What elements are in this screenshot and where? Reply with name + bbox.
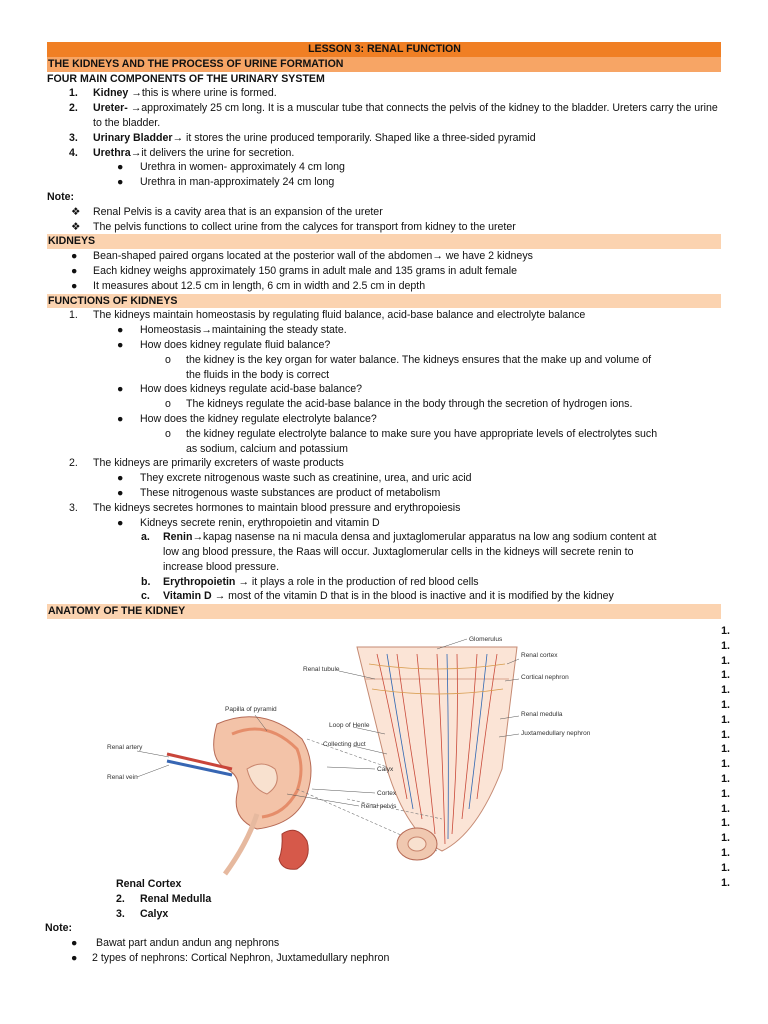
small-kidney-shape [279, 830, 308, 869]
fig-label-renal-cortex: Renal cortex [521, 652, 558, 660]
functions-heading: FUNCTIONS OF KIDNEYS [47, 294, 721, 309]
list-item-continued: the fluids in the body is correct [186, 368, 330, 381]
list-item: ● How does kidneys regulate acid-base balance? [117, 383, 363, 396]
bullet-dot-icon: ● [71, 952, 78, 965]
list-item: 3. The kidneys secretes hormones to maintain blood pressure and erythropoiesis [69, 501, 461, 514]
list-item: ● Homeostasis→maintaining the steady state. [117, 324, 347, 337]
circle-bullet-icon: o [165, 427, 171, 440]
kidneys-heading: KIDNEYS [47, 234, 721, 249]
fig-label-loop-of-henle: Loop of Henle [329, 722, 370, 730]
list-item: a. Renin→kapag nasense na ni macula densa and juxtaglomerular apparatus na low ang sodium content at [141, 531, 657, 544]
list-item: ❖ The pelvis functions to collect urine from the calyces for transport from kidney to the ureter [71, 220, 516, 233]
component-item: 4. Urethra→it delivers the urine for secretion. [69, 146, 295, 159]
bullet-dot-icon: ● [117, 516, 124, 529]
list-item: ● Kidneys secrete renin, erythropoietin and vitamin D [117, 516, 380, 529]
list-item: ● Each kidney weighs approximately 150 grams in adult male and 135 grams in adult female [71, 264, 517, 277]
bullet-dot-icon: ● [117, 338, 124, 351]
fig-label-renal-vein: Renal vein [107, 774, 138, 782]
list-item: 3. Calyx [116, 907, 169, 920]
circle-bullet-icon: o [165, 398, 171, 411]
fig-label-renal-pelvis: Renal pelvis [361, 803, 397, 811]
component-item: 3. Urinary Bladder→ it stores the urine produced temporarily. Shaped like a three-sided pyramid [69, 131, 536, 144]
list-item: ● Bean-shaped paired organs located at the posterior wall of the abdomen→ we have 2 kidneys [71, 250, 533, 263]
cortex-wedge-shape [357, 647, 517, 851]
list-item: o The kidneys regulate the acid-base balance in the body through the secretion of hydrogen ions. [165, 398, 633, 411]
list-item: ● They excrete nitrogenous waste such as creatinine, urea, and uric acid [117, 472, 472, 485]
section-title: THE KIDNEYS AND THE PROCESS OF URINE FORMATION [47, 57, 721, 72]
bullet-dot-icon: ● [117, 383, 124, 396]
list-item-continued: as sodium, calcium and potassium [186, 442, 348, 455]
bullet-dot-icon: ● [117, 161, 124, 174]
fig-label-renal-artery: Renal artery [107, 744, 143, 752]
list-item: ● 2 types of nephrons: Cortical Nephron, Juxtamedullary nephron [71, 952, 390, 965]
note-label: Note: [47, 190, 75, 203]
bullet-dot-icon: ● [71, 250, 78, 263]
diamond-bullet-icon: ❖ [71, 220, 81, 233]
list-item-continued: low ang blood pressure, the Raas will occur. Juxtaglomerular cells in the kidneys will secrete renin to [163, 546, 634, 559]
list-item: ● Urethra in women- approximately 4 cm long [117, 161, 345, 174]
fig-label-calyx: Calyx [377, 766, 394, 774]
list-item: ● How does kidney regulate fluid balance? [117, 338, 331, 351]
fig-label-juxtamedullary: Juxtamedullary nephron [521, 730, 591, 738]
note-label: Note: [45, 922, 73, 935]
fig-label-renal-medulla: Renal medulla [521, 711, 563, 719]
circle-bullet-icon: o [165, 353, 171, 366]
list-item: 1. The kidneys maintain homeostasis by regulating fluid balance, acid-base balance and electrolyte balance [69, 309, 586, 322]
fig-label-glomerulus: Glomerulus [469, 636, 503, 644]
kidney-diagram [107, 619, 707, 877]
components-heading: FOUR MAIN COMPONENTS OF THE URINARY SYSTEM [47, 72, 325, 85]
bullet-dot-icon: ● [117, 472, 124, 485]
list-item: 2. Renal Medulla [116, 892, 212, 905]
document-page [47, 42, 721, 966]
bullet-dot-icon: ● [117, 412, 124, 425]
list-item: ❖ Renal Pelvis is a cavity area that is an expansion of the ureter [71, 205, 383, 218]
list-item: o the kidney is the key organ for water balance. The kidneys ensures that the make up and volume of [165, 353, 652, 366]
list-item: 2. The kidneys are primarily excreters of waste products [69, 457, 344, 470]
list-item: ● These nitrogenous waste substances are product of metabolism [117, 486, 441, 499]
anatomy-heading: ANATOMY OF THE KIDNEY [47, 604, 721, 619]
list-item: c. Vitamin D → most of the vitamin D that is in the blood is inactive and it is modified by the kidney [141, 590, 614, 603]
fig-label-cortex: Cortex [377, 790, 397, 798]
component-item: 1. Kidney →this is where urine is formed. [69, 87, 277, 100]
kidney-anatomy-figure [47, 619, 721, 877]
right-number-column: 1. 1. 1. 1. 1. 1. 1. 1. 1. 1. 1. 1. 1. 1. 1. 1. 1. 1. [721, 625, 730, 889]
fig-label-papilla: Papilla of pyramid [225, 706, 277, 714]
fig-label-collecting-duct: Collecting duct [323, 741, 366, 749]
list-item-continued: increase blood pressure. [163, 560, 280, 573]
bullet-dot-icon: ● [71, 279, 78, 292]
fig-label-renal-tubule: Renal tubule [303, 666, 340, 674]
bullet-dot-icon: ● [71, 937, 78, 950]
component-item: 2. Ureter- →approximately 25 cm long. It is a muscular tube that connects the pelvis of the kidney to the bladder. Ureters carry the urine to the bladder. [69, 102, 718, 129]
fig-label-cortical-nephron: Cortical nephron [521, 674, 569, 682]
list-item: ● How does the kidney regulate electrolyte balance? [117, 412, 377, 425]
lesson-title: LESSON 3: RENAL FUNCTION [47, 42, 721, 57]
diamond-bullet-icon: ❖ [71, 205, 81, 218]
list-item: ● Bawat part andun andun ang nephrons [71, 937, 280, 950]
list-item: ● Urethra in man-approximately 24 cm long [117, 176, 335, 189]
list-item: Renal Cortex [116, 878, 182, 891]
bullet-dot-icon: ● [117, 176, 124, 189]
bullet-dot-icon: ● [117, 324, 124, 337]
bullet-dot-icon: ● [117, 486, 124, 499]
bullet-dot-icon: ● [71, 264, 78, 277]
list-item: b. Erythropoietin → it plays a role in the production of red blood cells [141, 575, 479, 588]
list-item: o the kidney regulate electrolyte balance to make sure you have appropriate levels of electrolytes such [165, 427, 658, 440]
list-item: ● It measures about 12.5 cm in length, 6 cm in width and 2.5 cm in depth [71, 279, 426, 292]
